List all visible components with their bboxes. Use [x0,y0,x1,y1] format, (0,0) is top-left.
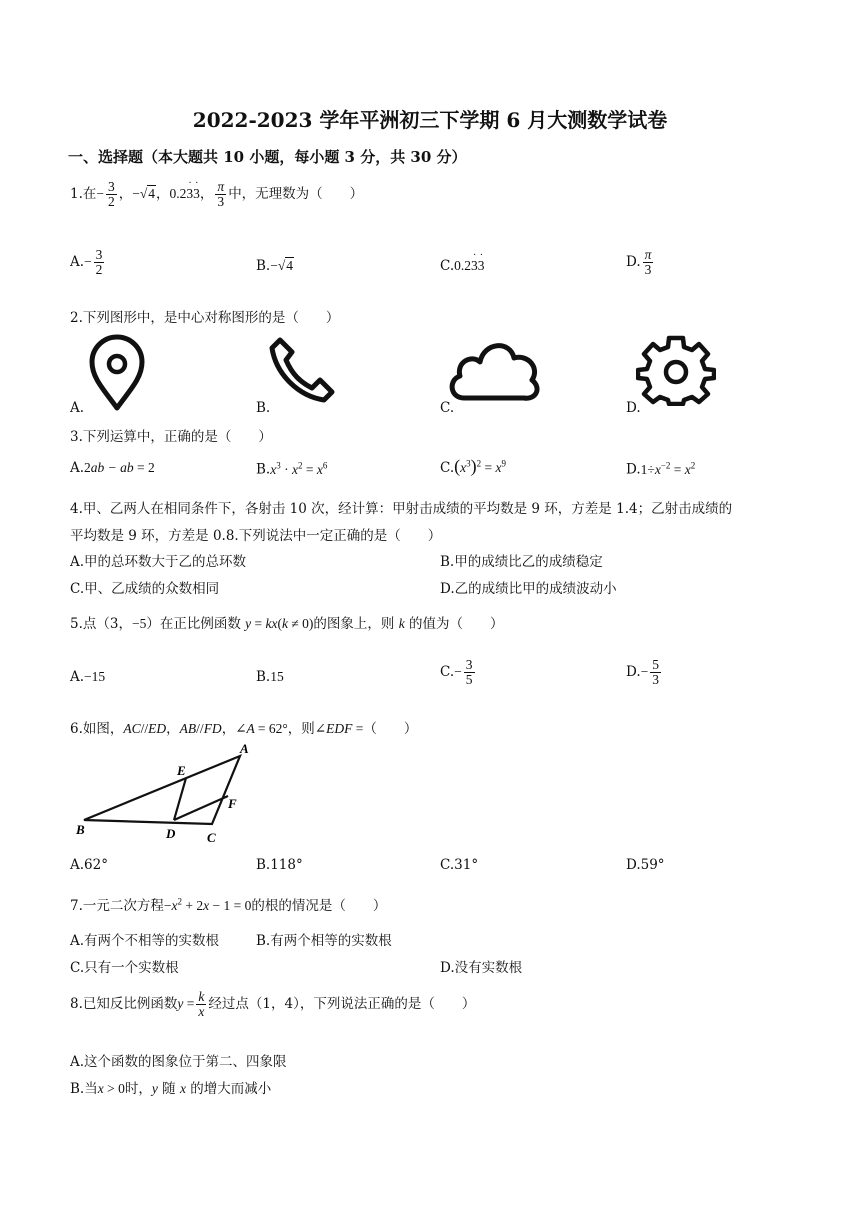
question-7-option-d[interactable]: D.没有实数根 [440,960,523,976]
question-5-option-b[interactable]: B.15 [256,669,284,685]
question-5-option-a[interactable]: A.−15 [70,669,106,685]
question-2-option-d[interactable]: D. [626,400,641,416]
cloud-icon [444,334,544,404]
question-5-stem: 5.点（3，−5）在正比例函数 y = kx(k ≠ 0)的图象上，则 k 的值为（ ） [70,616,504,632]
question-1-option-a[interactable]: A.− $\frac{3}{2}$ [70,247,103,278]
question-2-option-b[interactable]: B. [256,400,271,416]
label-e: E [177,763,186,778]
question-2-option-a[interactable]: A. [70,400,85,416]
question-3-option-b[interactable]: $B.x^3 \cdot x^2 = x^6$ [256,460,328,478]
question-3-option-d[interactable]: $D.1\div x^{-2} = x^2$ [626,460,696,478]
question-6-option-a[interactable]: A.62° [70,857,108,873]
question-5-option-d[interactable]: D.− $\frac{5}{3}$ [626,657,660,688]
question-7-stem: 7.一元二次方程$-x^2 + 2x - 1 = 0$的根的情况是（ ） [70,896,387,914]
question-3-option-c[interactable]: $C.(x^3)^2 = x^9$ [440,456,507,476]
question-6-option-c[interactable]: C.31° [440,857,479,873]
label-b: B [76,822,85,837]
question-2-stem: 2.下列图形中，是中心对称图形的是（ ） [70,310,340,326]
label-d: D [166,826,176,841]
question-6-option-b[interactable]: B.118° [256,857,303,873]
question-4-option-b[interactable]: B.甲的成绩比乙的成绩稳定 [440,554,603,570]
question-7-option-c[interactable]: C.只有一个实数根 [70,960,179,976]
question-4-stem-line2: 平均数是 9 环，方差是 0.8.下列说法中一定正确的是（ ） [70,528,442,544]
label-a: A [240,744,249,756]
question-8-stem: 8.已知反比例函数y = $\frac{k}{x}$ 经过点（1，4），下列说法正确的是（ ） [70,989,476,1020]
question-1-stem: 1.在− $\frac{3}{2}$ ，−√4，0.23 · 3 · ， $\frac{\pi}{3}$ 中，无理数为（ ） [70,178,364,210]
question-8-option-b[interactable]: B.当x > 0时，y 随 x 的增大而减小 [70,1081,272,1097]
label-c: C [207,830,216,845]
gear-icon [636,334,716,406]
question-6-option-d[interactable]: D.59° [626,857,665,873]
question-1-option-c[interactable]: C.0.23 · 3 · [440,250,485,274]
question-1-option-d[interactable]: D. $\frac{\pi}{3}$ [626,247,652,278]
question-3-stem: 3.下列运算中，正确的是（ ） [70,429,272,445]
label-f: F [228,796,237,811]
question-4-option-c[interactable]: C.甲、乙成绩的众数相同 [70,581,220,597]
question-4-stem-line1: 4.甲、乙两人在相同条件下，各射击 10 次，经计算：甲射击成绩的平均数是 9 环，方差是 1.4；乙射击成绩的 [70,501,733,517]
question-7-option-b[interactable]: B.有两个相等的实数根 [256,933,392,949]
location-pin-icon [86,334,148,412]
question-4-option-a[interactable]: A.甲的总环数大于乙的总环数 [70,554,247,570]
question-6-stem: 6.如图，AC//ED，AB//FD，∠A = 62°，则∠EDF =（ ） [70,721,418,737]
page-title: 2022-2023 学年平洲初三下学期 6 月大测数学试卷 [192,108,668,132]
question-4-option-d[interactable]: D.乙的成绩比甲的成绩波动小 [440,581,617,597]
section-heading: 一、选择题（本大题共 10 小题，每小题 3 分，共 30 分） [68,148,467,166]
question-5-option-c[interactable]: C.− $\frac{3}{5}$ [440,657,473,688]
telephone-icon [268,334,338,406]
question-1-option-b[interactable]: B.−√4 [256,258,293,274]
question-7-option-a[interactable]: A.有两个不相等的实数根 [70,933,220,949]
question-3-option-a[interactable]: A.2ab − ab = 2 [70,460,155,476]
question-2-option-c[interactable]: C. [440,400,455,416]
triangle-figure [74,744,260,848]
question-8-option-a[interactable]: A.这个函数的图象位于第二、四象限 [70,1054,287,1070]
